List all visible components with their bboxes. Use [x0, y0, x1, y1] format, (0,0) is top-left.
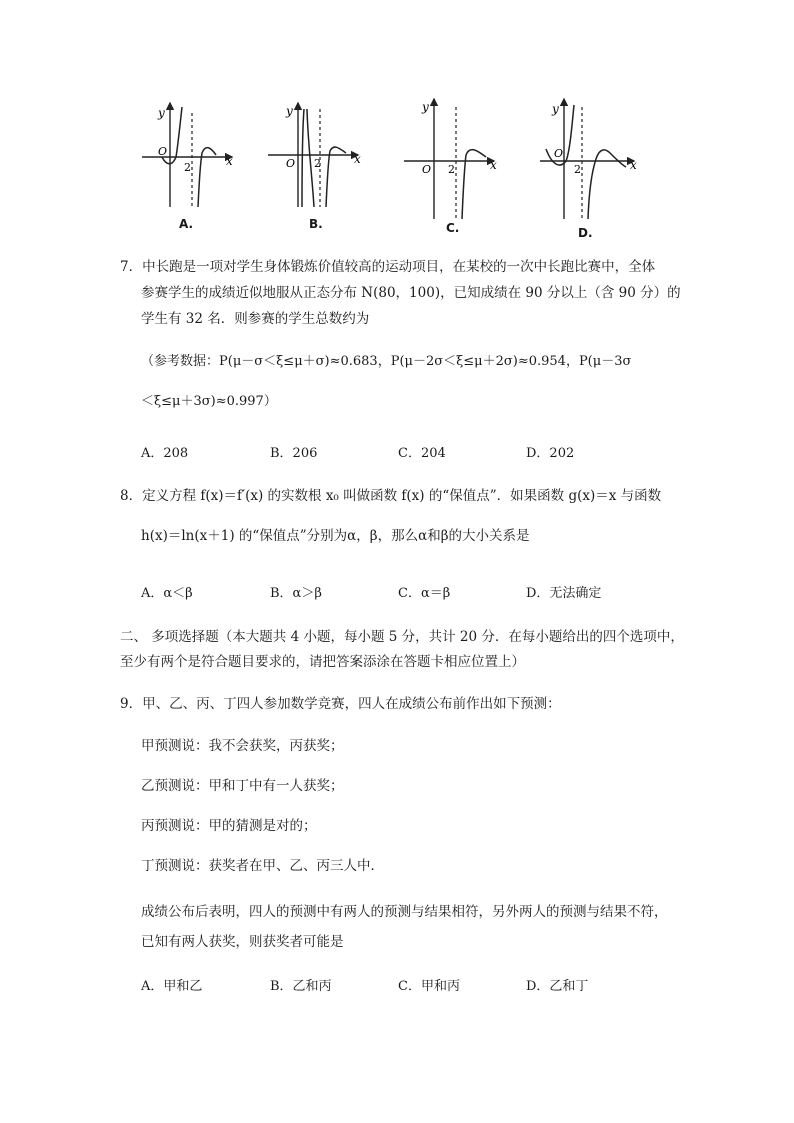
graph-a-tick: 2 [184, 161, 191, 174]
q8-option-a: A．α＜β [141, 586, 193, 601]
graph-d-origin: O [554, 147, 564, 160]
section-2-heading-1: 二、 多项选择题（本大题共 4 小题，每小题 5 分，共计 20 分．在每小题给出的四个选项中， [120, 629, 684, 645]
graph-b [266, 95, 376, 215]
graph-c [402, 95, 512, 225]
q7-line-2: 参赛学生的成绩近似地服从正态分布 N(80，100)，已知成绩在 90 分以上（含 90 分）的 [141, 285, 681, 301]
graph-d-x-label: x [630, 158, 637, 172]
q9-option-b: B．乙和丙 [270, 979, 332, 994]
q8-line-2: h(x)＝ln(x＋1) 的“保值点”分别为α，β，那么α和β的大小关系是 [141, 528, 530, 544]
graph-c-y-label: y [422, 100, 429, 114]
section-2-heading-2: 至少有两个是符合题目要求的，请把答案添涂在答题卡相应位置上） [120, 654, 525, 670]
q9-conclusion-1: 成绩公布后表明，四人的预测中有两人的预测与结果相符，另外两人的预测与结果不符， [141, 904, 668, 920]
q9-conclusion-2: 已知有两人获奖，则获奖者可能是 [141, 934, 344, 950]
q7-reference-1: （参考数据：P(μ－σ＜ξ≤μ＋σ)≈0.683，P(μ－2σ＜ξ≤μ＋2σ)≈0.954，P(μ－3σ [141, 354, 632, 369]
graph-d-tick: 2 [574, 163, 581, 176]
q7-reference-2: ＜ξ≤μ＋3σ)≈0.997） [141, 394, 277, 409]
graph-c-x-label: x [490, 158, 497, 172]
q8-option-c: C．α＝β [398, 586, 451, 601]
q7-option-c: C．204 [398, 446, 446, 461]
q7-option-a: A．208 [141, 446, 189, 461]
graph-c-origin: O [422, 163, 432, 176]
graph-label-c: C. [446, 221, 460, 235]
q9-prediction-3: 丙预测说：甲的猜测是对的； [141, 818, 317, 834]
q9-prediction-4: 丁预测说：获奖者在甲、乙、丙三人中． [141, 858, 384, 874]
q9-line-1: 9．甲、乙、丙、丁四人参加数学竞赛，四人在成绩公布前作出如下预测： [120, 696, 561, 712]
graph-c-tick: 2 [448, 163, 455, 176]
graph-b-tick: 2 [314, 157, 321, 170]
q7-option-d: D．202 [526, 446, 575, 461]
q9-prediction-2: 乙预测说：甲和丁中有一人获奖； [141, 778, 344, 794]
q9-option-c: C．甲和丙 [398, 979, 460, 994]
q9-prediction-1: 甲预测说：我不会获奖，丙获奖； [141, 738, 344, 754]
graph-d-y-label: y [552, 102, 559, 116]
graph-a-origin: O [158, 145, 168, 158]
q9-option-a: A．甲和乙 [141, 979, 203, 994]
graph-a-x-label: x [226, 154, 233, 168]
graph-options-figure [140, 95, 650, 245]
q8-option-d: D．无法确定 [526, 586, 602, 601]
q8-option-b: B．α＞β [270, 586, 322, 601]
graph-d [538, 95, 650, 225]
graph-b-y-label: y [286, 104, 293, 118]
graph-a-y-label: y [158, 106, 165, 120]
q7-option-b: B．206 [270, 446, 318, 461]
graph-a [140, 95, 250, 215]
q8-line-1: 8．定义方程 f(x)＝f′(x) 的实数根 x₀ 叫做函数 f(x) 的“保值点”．如果函数 g(x)＝x 与函数 [120, 488, 662, 504]
q7-line-3: 学生有 32 名．则参赛的学生总数约为 [141, 311, 370, 327]
graph-label-b: B. [309, 217, 323, 231]
q9-option-d: D．乙和丁 [526, 979, 589, 994]
q7-line-1: 7．中长跑是一项对学生身体锻炼价值较高的运动项目，在某校的一次中长跑比赛中，全体 [120, 259, 656, 275]
graph-label-d: D. [578, 226, 593, 240]
graph-b-x-label: x [354, 152, 361, 166]
graph-label-a: A. [179, 217, 194, 231]
graph-b-origin: O [286, 157, 296, 170]
